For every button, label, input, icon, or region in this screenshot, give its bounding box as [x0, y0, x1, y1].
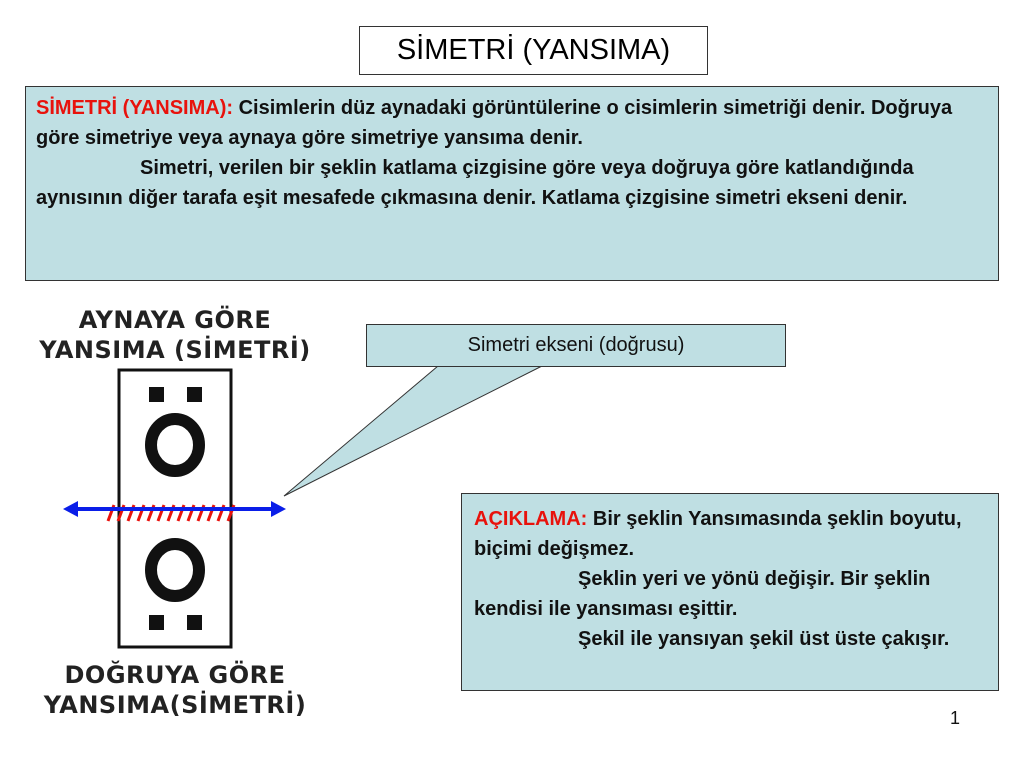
explanation-text-3: Şekil ile yansıyan şekil üst üste çakışır. [578, 628, 950, 650]
bottom-dot-right [187, 615, 202, 630]
definition-text-1: Cisimlerin düz aynadaki görüntülerine o cisimlerin simetriği denir. Doğruya göre simetriye veya aynaya göre simetriye yansıma denir. [36, 97, 953, 149]
definition-text-2: Simetri, verilen bir şeklin katlama çizgisine göre veya doğruya göre katlandığında aynısının diğer tarafa eşit mesafede çıkmasına denir. Katlama çizgisine simetri ekseni denir. [36, 157, 914, 209]
bottom-dot-left [149, 615, 164, 630]
mirror-label-line-1: AYNAYA GÖRE [78, 306, 272, 334]
mirror-label-line-2: YANSIMA (SİMETRİ) [39, 336, 311, 364]
axis-callout [366, 324, 786, 367]
line-reflection-label [20, 660, 330, 720]
axis-callout-label: Simetri ekseni (doğrusu) [467, 334, 685, 356]
callout-pointer [280, 360, 580, 505]
mirror-reflection-label [20, 305, 330, 365]
line-label-line-2: YANSIMA(SİMETRİ) [43, 691, 307, 719]
axis-arrow-left [63, 501, 78, 517]
line-label-line-1: DOĞRUYA GÖRE [64, 661, 286, 689]
top-dot-left [149, 387, 164, 402]
explanation-box [461, 493, 999, 691]
top-dot-right [187, 387, 202, 402]
explanation-term: AÇIKLAMA: [474, 508, 588, 530]
slide-title-text: SİMETRİ (YANSIMA) [396, 34, 671, 66]
definition-term: SİMETRİ (YANSIMA): [36, 97, 234, 119]
definition-box [25, 86, 999, 281]
explanation-text-1: Bir şeklin Yansımasında şeklin boyutu, biçimi değişmez. [474, 508, 962, 560]
slide-title [359, 26, 708, 75]
page-number: 1 [950, 708, 961, 728]
axis-arrow-right [271, 501, 286, 517]
explanation-text-2: Şeklin yeri ve yönü değişir. Bir şeklin kendisi ile yansıması eşittir. [474, 568, 931, 620]
symmetry-figure [60, 365, 300, 655]
